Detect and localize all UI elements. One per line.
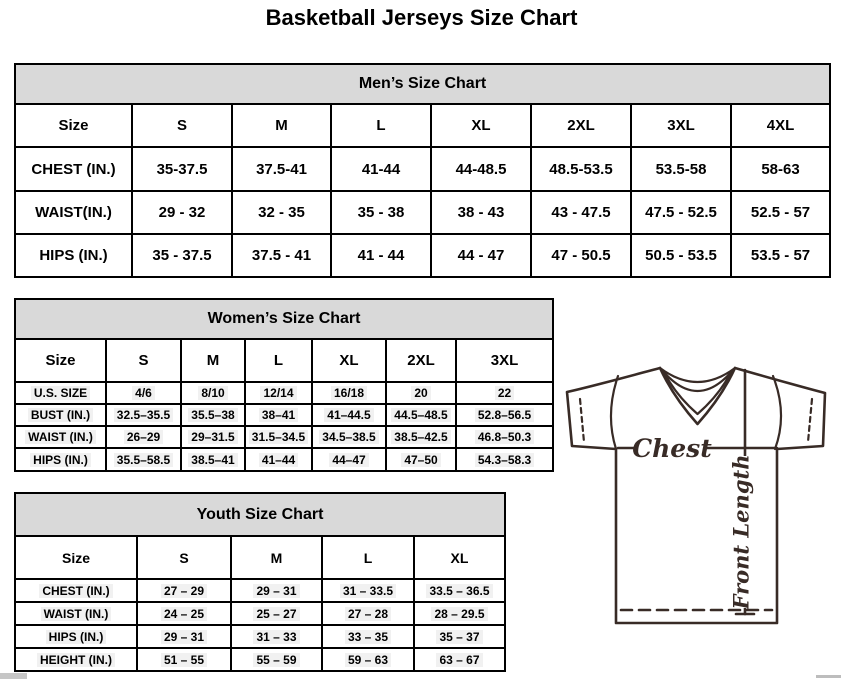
col-header: Size xyxy=(15,339,106,382)
table-row xyxy=(15,448,553,471)
cell: 35 – 37 xyxy=(414,625,505,648)
row-label: WAIST (IN.) xyxy=(15,602,137,625)
cell: 20 xyxy=(386,382,456,404)
table-row xyxy=(15,147,830,191)
col-header: M xyxy=(181,339,245,382)
cell: 28 – 29.5 xyxy=(414,602,505,625)
cell: 35-37.5 xyxy=(132,147,232,191)
row-label: HIPS (IN.) xyxy=(15,448,106,471)
cell: 47.5 - 52.5 xyxy=(631,191,731,234)
col-header: 3XL xyxy=(456,339,553,382)
row-label: U.S. SIZE xyxy=(15,382,106,404)
row-label: HEIGHT (IN.) xyxy=(15,648,137,671)
table-row xyxy=(15,625,505,648)
cell: 12/14 xyxy=(245,382,312,404)
cell: 16/18 xyxy=(312,382,386,404)
cell: 37.5-41 xyxy=(232,147,331,191)
cell: 29 – 31 xyxy=(231,579,322,602)
cell: 43 - 47.5 xyxy=(531,191,631,234)
scrollbar-fragment-right[interactable] xyxy=(816,675,841,678)
cell: 35 - 37.5 xyxy=(132,234,232,277)
row-label: CHEST (IN.) xyxy=(15,147,132,191)
cell: 31 – 33 xyxy=(231,625,322,648)
col-header: Size xyxy=(15,104,132,147)
col-header: XL xyxy=(431,104,531,147)
cell: 26–29 xyxy=(106,426,181,448)
cell: 31 – 33.5 xyxy=(322,579,414,602)
col-header: L xyxy=(245,339,312,382)
cell: 27 – 29 xyxy=(137,579,231,602)
table-row xyxy=(15,382,553,404)
row-label: BUST (IN.) xyxy=(15,404,106,426)
cell: 29 - 32 xyxy=(132,191,232,234)
table-row xyxy=(15,602,505,625)
youth-table-title: Youth Size Chart xyxy=(15,493,505,536)
page-title: Basketball Jerseys Size Chart xyxy=(265,5,578,30)
col-header: S xyxy=(137,536,231,579)
cell: 44 - 47 xyxy=(431,234,531,277)
cell: 38.5–42.5 xyxy=(386,426,456,448)
cell: 27 – 28 xyxy=(322,602,414,625)
row-label: HIPS (IN.) xyxy=(15,625,137,648)
cell: 52.8–56.5 xyxy=(456,404,553,426)
cell: 22 xyxy=(456,382,553,404)
row-label: WAIST (IN.) xyxy=(15,426,106,448)
table-row xyxy=(15,234,830,277)
cell: 8/10 xyxy=(181,382,245,404)
cell: 48.5-53.5 xyxy=(531,147,631,191)
cell: 41-44 xyxy=(331,147,431,191)
cell: 24 – 25 xyxy=(137,602,231,625)
cell: 33 – 35 xyxy=(322,625,414,648)
cell: 38–41 xyxy=(245,404,312,426)
col-header: Size xyxy=(15,536,137,579)
cell: 32 - 35 xyxy=(232,191,331,234)
cell: 52.5 - 57 xyxy=(731,191,830,234)
cell: 29–31.5 xyxy=(181,426,245,448)
mens-table-title: Men’s Size Chart xyxy=(15,64,830,104)
cell: 44.5–48.5 xyxy=(386,404,456,426)
cell: 34.5–38.5 xyxy=(312,426,386,448)
front-length-label: Front Length xyxy=(728,454,754,610)
cell: 41–44 xyxy=(245,448,312,471)
table-row xyxy=(15,648,505,671)
row-label: CHEST (IN.) xyxy=(15,579,137,602)
table-row xyxy=(15,426,553,448)
col-header: L xyxy=(322,536,414,579)
cell: 41–44.5 xyxy=(312,404,386,426)
col-header: XL xyxy=(414,536,505,579)
table-row xyxy=(15,404,553,426)
cell: 46.8–50.3 xyxy=(456,426,553,448)
col-header: 2XL xyxy=(531,104,631,147)
youth-size-table xyxy=(14,492,506,672)
cell: 38 - 43 xyxy=(431,191,531,234)
cell: 59 – 63 xyxy=(322,648,414,671)
cell: 29 – 31 xyxy=(137,625,231,648)
cell: 25 – 27 xyxy=(231,602,322,625)
cell: 51 – 55 xyxy=(137,648,231,671)
col-header: XL xyxy=(312,339,386,382)
cell: 32.5–35.5 xyxy=(106,404,181,426)
col-header: M xyxy=(232,104,331,147)
jersey-outline-icon xyxy=(565,362,837,662)
cell: 4/6 xyxy=(106,382,181,404)
cell: 35 - 38 xyxy=(331,191,431,234)
table-row xyxy=(15,579,505,602)
cell: 37.5 - 41 xyxy=(232,234,331,277)
jersey-measurement-diagram xyxy=(565,362,837,662)
col-header: 3XL xyxy=(631,104,731,147)
cell: 44–47 xyxy=(312,448,386,471)
col-header: 4XL xyxy=(731,104,830,147)
cell: 31.5–34.5 xyxy=(245,426,312,448)
col-header: S xyxy=(132,104,232,147)
scrollbar-fragment-left[interactable] xyxy=(0,673,27,679)
cell: 53.5-58 xyxy=(631,147,731,191)
col-header: S xyxy=(106,339,181,382)
womens-table-title: Women’s Size Chart xyxy=(15,299,553,339)
col-header: L xyxy=(331,104,431,147)
cell: 50.5 - 53.5 xyxy=(631,234,731,277)
cell: 47 - 50.5 xyxy=(531,234,631,277)
chest-label: Chest xyxy=(632,434,712,463)
row-label: WAIST(IN.) xyxy=(15,191,132,234)
cell: 44-48.5 xyxy=(431,147,531,191)
cell: 53.5 - 57 xyxy=(731,234,830,277)
cell: 33.5 – 36.5 xyxy=(414,579,505,602)
cell: 35.5–58.5 xyxy=(106,448,181,471)
cell: 55 – 59 xyxy=(231,648,322,671)
col-header: M xyxy=(231,536,322,579)
cell: 54.3–58.3 xyxy=(456,448,553,471)
cell: 41 - 44 xyxy=(331,234,431,277)
cell: 58-63 xyxy=(731,147,830,191)
row-label: HIPS (IN.) xyxy=(15,234,132,277)
cell: 35.5–38 xyxy=(181,404,245,426)
cell: 38.5–41 xyxy=(181,448,245,471)
cell: 63 – 67 xyxy=(414,648,505,671)
col-header: 2XL xyxy=(386,339,456,382)
cell: 47–50 xyxy=(386,448,456,471)
table-row xyxy=(15,191,830,234)
womens-size-table xyxy=(14,298,554,472)
mens-size-table xyxy=(14,63,831,278)
